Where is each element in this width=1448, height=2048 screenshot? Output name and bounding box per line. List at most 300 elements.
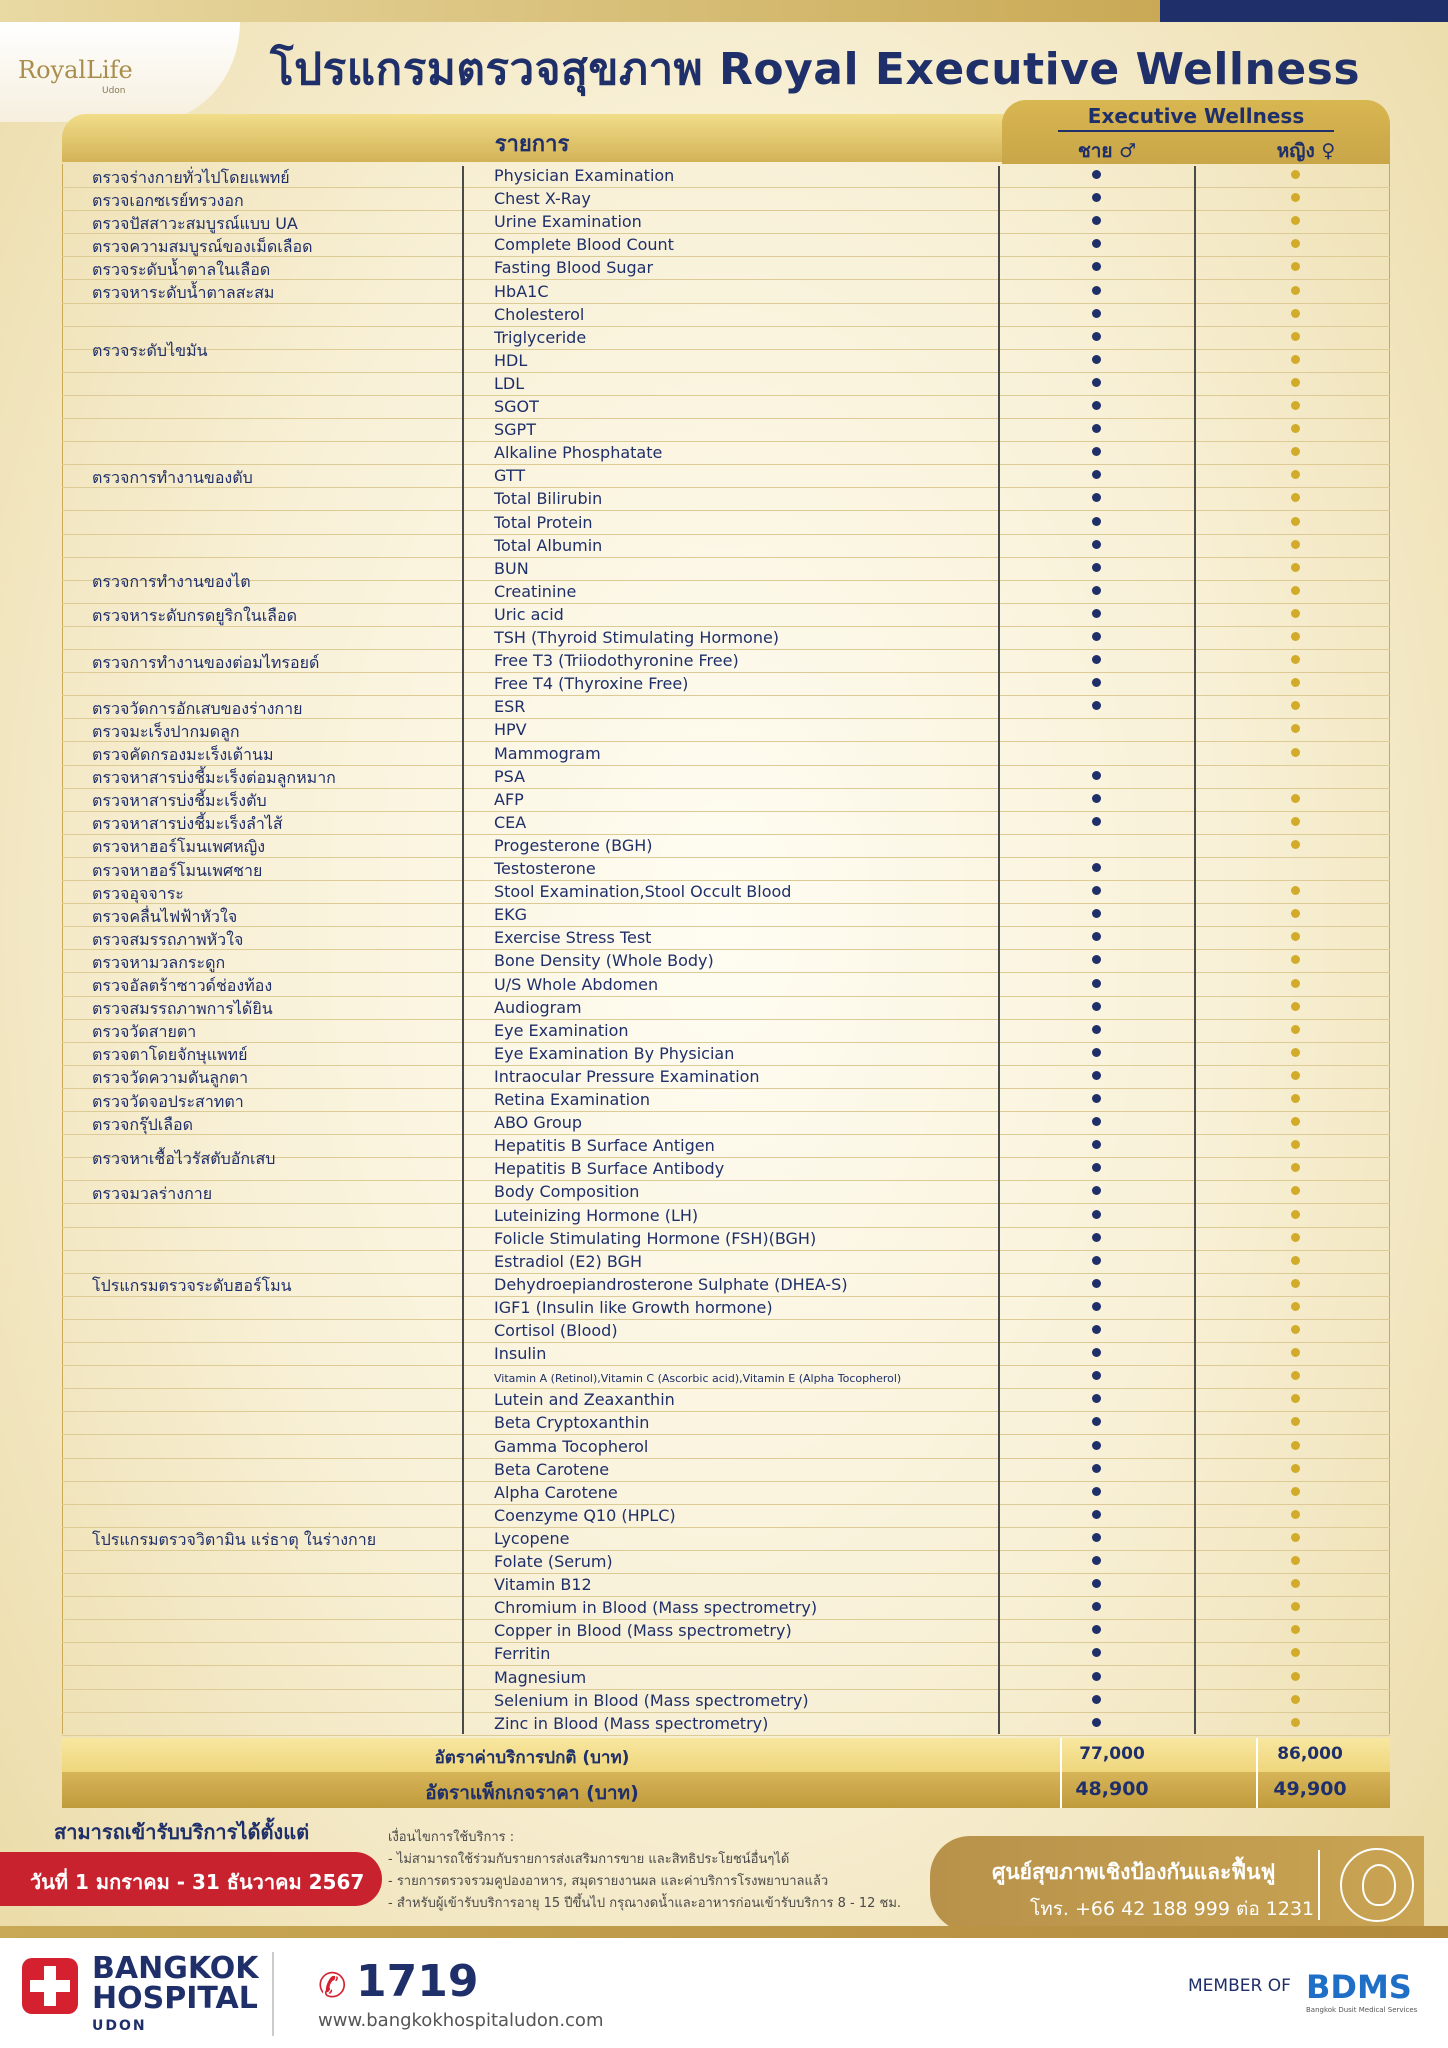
table-row	[62, 1642, 1390, 1666]
male-included-dot	[1092, 470, 1101, 479]
thai-category: ตรวจระดับไขมัน	[92, 340, 208, 360]
phone-icon: ✆	[318, 1966, 347, 2006]
female-included-dot	[1291, 401, 1300, 410]
male-included-dot	[1092, 1140, 1101, 1149]
test-name: Insulin	[494, 1344, 547, 1364]
header-divider	[1058, 130, 1334, 132]
table-row	[62, 1573, 1390, 1597]
male-included-dot	[1092, 401, 1101, 410]
thai-category: ตรวจหาฮอร์โมนเพศหญิง	[92, 837, 266, 857]
test-name: SGOT	[494, 397, 539, 416]
thai-category: ตรวจหาเชื้อไวรัสตับอักเสบ	[92, 1149, 276, 1169]
hotline-number[interactable]: 1719	[356, 1956, 479, 2007]
female-included-dot	[1291, 1510, 1300, 1519]
male-included-dot	[1092, 1533, 1101, 1542]
logo-name: RoyalLife	[18, 56, 133, 84]
thai-category: โปรแกรมตรวจระดับฮอร์โมน	[92, 1276, 292, 1296]
test-name: Selenium in Blood (Mass spectrometry)	[494, 1690, 809, 1710]
male-included-dot	[1092, 932, 1101, 941]
bdms-logo: BDMS	[1306, 1968, 1412, 2006]
female-included-dot	[1291, 1233, 1300, 1242]
thai-category: ตรวจวัดการอักเสบของร่างกาย	[92, 698, 303, 718]
column-divider-male	[998, 166, 1000, 1734]
female-included-dot	[1291, 1695, 1300, 1704]
table-row	[62, 926, 1390, 950]
male-included-dot	[1092, 655, 1101, 664]
test-name: HPV	[494, 720, 527, 740]
male-included-dot	[1092, 216, 1101, 225]
male-included-dot	[1092, 286, 1101, 295]
test-name: Cholesterol	[494, 304, 585, 324]
website-link[interactable]: www.bangkokhospitaludon.com	[318, 2010, 604, 2031]
female-included-dot	[1291, 424, 1300, 433]
thai-category: ตรวจการทำงานของไต	[92, 571, 251, 591]
male-included-dot	[1092, 563, 1101, 572]
top-gold-bar	[0, 0, 1160, 22]
thai-category: ตรวจวัดจอประสาทตา	[92, 1091, 244, 1111]
female-included-dot	[1291, 1487, 1300, 1496]
female-included-dot	[1291, 1210, 1300, 1219]
table-row	[62, 326, 1390, 350]
male-included-dot	[1092, 378, 1101, 387]
table-row	[62, 1666, 1390, 1690]
thai-category: ตรวจหาสารบ่งชี้มะเร็งต่อมลูกหมาก	[92, 768, 336, 788]
test-name: Chromium in Blood (Mass spectrometry)	[494, 1598, 818, 1618]
package-price-male: 48,900	[1075, 1778, 1149, 1800]
test-name: ESR	[494, 697, 526, 717]
female-included-dot	[1291, 1302, 1300, 1311]
table-row	[62, 464, 1390, 488]
package-price-label: อัตราแพ็กเกจราคา (บาท)	[425, 1782, 639, 1804]
normal-price-male: 77,000	[1079, 1744, 1145, 1764]
table-row	[62, 1596, 1390, 1620]
male-included-dot	[1092, 609, 1101, 618]
female-included-dot	[1291, 1441, 1300, 1450]
table-row	[62, 1319, 1390, 1343]
table-row	[62, 372, 1390, 396]
normal-price-label: อัตราค่าบริการปกติ (บาท)	[434, 1748, 630, 1768]
female-included-dot	[1291, 1186, 1300, 1195]
thai-category: ตรวจระดับน้ำตาลในเลือด	[92, 259, 271, 279]
male-included-dot	[1092, 1371, 1101, 1380]
female-included-dot	[1291, 586, 1300, 595]
test-name: Body Composition	[494, 1182, 640, 1202]
top-navy-bar	[1160, 0, 1448, 22]
female-included-dot	[1291, 378, 1300, 387]
male-included-dot	[1092, 1417, 1101, 1426]
test-name: Exercise Stress Test	[494, 928, 652, 948]
footer	[0, 1938, 1448, 2048]
center-name: ศูนย์สุขภาพเชิงป้องกันและฟื้นฟู	[992, 1860, 1276, 1884]
hospital-branch: UDON	[92, 2018, 147, 2034]
female-included-dot	[1291, 1163, 1300, 1172]
female-included-dot	[1291, 1048, 1300, 1057]
female-included-dot	[1291, 609, 1300, 618]
table-row	[62, 1435, 1390, 1459]
male-included-dot	[1092, 1094, 1101, 1103]
table-row	[62, 1180, 1390, 1204]
male-included-dot	[1092, 170, 1101, 179]
thai-category: ตรวจคัดกรองมะเร็งเต้านม	[92, 745, 274, 765]
female-included-dot	[1291, 447, 1300, 456]
female-included-dot	[1291, 1672, 1300, 1681]
test-name: Luteinizing Hormone (LH)	[494, 1205, 699, 1225]
test-name: Vitamin B12	[494, 1575, 592, 1595]
condition-item: - รายการตรวจรวมคูปองอาหาร, สมุดรายงานผล และค่าบริการโรงพยาบาลแล้ว	[388, 1874, 829, 1889]
test-name: Stool Examination,Stool Occult Blood	[494, 882, 792, 902]
female-included-dot	[1291, 678, 1300, 687]
column-divider-th	[462, 166, 464, 1734]
test-name: BUN	[494, 558, 529, 578]
male-included-dot	[1092, 1625, 1101, 1634]
female-included-dot	[1291, 1579, 1300, 1588]
male-included-dot	[1092, 1556, 1101, 1565]
male-included-dot	[1092, 863, 1101, 872]
male-included-dot	[1092, 1394, 1101, 1403]
normal-price-row	[62, 1738, 1390, 1772]
normal-price-female: 86,000	[1277, 1744, 1343, 1764]
table-row	[62, 1111, 1390, 1135]
test-name: Zinc in Blood (Mass spectrometry)	[494, 1713, 769, 1733]
table-row	[62, 718, 1390, 742]
bdms-subtitle: Bangkok Dusit Medical Services	[1306, 2006, 1418, 2014]
male-included-dot	[1092, 771, 1101, 780]
test-name: Hepatitis B Surface Antigen	[494, 1136, 715, 1156]
male-included-dot	[1092, 1210, 1101, 1219]
female-included-dot	[1291, 332, 1300, 341]
male-included-dot	[1092, 1117, 1101, 1126]
package-price-female: 49,900	[1273, 1778, 1347, 1800]
male-included-dot	[1092, 1025, 1101, 1034]
test-name: Total Protein	[494, 512, 593, 532]
thai-category: ตรวจหาฮอร์โมนเพศชาย	[92, 860, 263, 880]
test-name: Triglyceride	[494, 327, 587, 347]
condition-item: - ไม่สามารถใช้ร่วมกับรายการส่งเสริมการขาย และสิทธิประโยชน์อื่นๆได้	[388, 1852, 790, 1867]
male-included-dot	[1092, 678, 1101, 687]
test-name: Coenzyme Q10 (HPLC)	[494, 1505, 676, 1525]
male-included-dot	[1092, 886, 1101, 895]
female-included-dot	[1291, 563, 1300, 572]
test-name: EKG	[494, 905, 527, 925]
test-name: Total Bilirubin	[494, 489, 603, 509]
thai-category: ตรวจสมรรถภาพการได้ยิน	[92, 999, 273, 1019]
test-name: Testosterone	[494, 859, 596, 878]
female-included-dot	[1291, 1371, 1300, 1380]
test-name: Mammogram	[494, 743, 601, 763]
female-included-dot	[1291, 1533, 1300, 1542]
hospital-name-line2: HOSPITAL	[92, 1981, 258, 2016]
female-included-dot	[1291, 1718, 1300, 1727]
male-included-dot	[1092, 1256, 1101, 1265]
test-name: Eye Examination By Physician	[494, 1043, 735, 1063]
female-included-dot	[1291, 286, 1300, 295]
table-row	[62, 1019, 1390, 1043]
female-included-dot	[1291, 1648, 1300, 1657]
female-included-dot	[1291, 239, 1300, 248]
female-included-dot	[1291, 655, 1300, 664]
female-included-dot	[1291, 817, 1300, 826]
test-name: Estradiol (E2) BGH	[494, 1251, 643, 1271]
table-row	[62, 1088, 1390, 1112]
male-included-dot	[1092, 332, 1101, 341]
male-included-dot	[1092, 1487, 1101, 1496]
female-included-dot	[1291, 1325, 1300, 1334]
test-name: Bone Density (Whole Body)	[494, 951, 714, 971]
male-included-dot	[1092, 1048, 1101, 1057]
female-included-dot	[1291, 1625, 1300, 1634]
female-included-dot	[1291, 909, 1300, 918]
footer-gold-strip	[0, 1926, 1448, 1938]
table-row	[62, 880, 1390, 904]
male-included-dot	[1092, 817, 1101, 826]
test-name: Intraocular Pressure Examination	[494, 1066, 760, 1086]
female-included-dot	[1291, 1417, 1300, 1426]
table-row	[62, 626, 1390, 650]
table-row	[62, 1296, 1390, 1320]
thai-category: ตรวจปัสสาวะสมบูรณ์แบบ UA	[92, 213, 298, 233]
test-name: Vitamin A (Retinol),Vitamin C (Ascorbic acid),Vitamin E (Alpha Tocopherol)	[494, 1372, 902, 1386]
female-included-dot	[1291, 1140, 1300, 1149]
test-name: Retina Examination	[494, 1090, 650, 1109]
table-row	[62, 903, 1390, 927]
test-name: HDL	[494, 350, 528, 370]
male-included-dot	[1092, 701, 1101, 710]
male-included-dot	[1092, 1325, 1101, 1334]
female-included-dot	[1291, 540, 1300, 549]
female-included-dot	[1291, 262, 1300, 271]
conditions-title: เงื่อนไขการใช้บริการ :	[388, 1830, 515, 1845]
package-price-row	[62, 1772, 1390, 1808]
table-row	[62, 1342, 1390, 1366]
footer-divider	[272, 1952, 274, 2036]
test-name: ABO Group	[494, 1113, 583, 1133]
male-included-dot	[1092, 955, 1101, 964]
thai-category: ตรวจมะเร็งปากมดลูก	[92, 721, 240, 741]
test-name: Dehydroepiandrosterone Sulphate (DHEA-S)	[494, 1274, 848, 1294]
female-included-dot	[1291, 1117, 1300, 1126]
female-included-dot	[1291, 794, 1300, 803]
test-name: Hepatitis B Surface Antibody	[494, 1159, 725, 1179]
table-row	[62, 1411, 1390, 1435]
thai-category: ตรวจหาสารบ่งชี้มะเร็งตับ	[92, 791, 267, 811]
test-name: HbA1C	[494, 281, 549, 301]
female-included-dot	[1291, 1556, 1300, 1565]
female-included-dot	[1291, 216, 1300, 225]
test-name: Physician Examination	[494, 166, 675, 185]
table-row	[62, 1250, 1390, 1274]
female-included-dot	[1291, 1464, 1300, 1473]
table-row	[62, 303, 1390, 327]
female-included-dot	[1291, 1602, 1300, 1611]
bangkok-hospital-cross-icon	[22, 1958, 78, 2014]
test-name: TSH (Thyroid Stimulating Hormone)	[494, 628, 780, 647]
male-included-dot	[1092, 355, 1101, 364]
female-included-dot	[1291, 1094, 1300, 1103]
test-name: Chest X-Ray	[494, 189, 591, 209]
test-name: Gamma Tocopherol	[494, 1436, 649, 1456]
test-name: Lutein and Zeaxanthin	[494, 1390, 675, 1410]
test-name: GTT	[494, 466, 526, 486]
female-included-dot	[1291, 724, 1300, 733]
table-row	[62, 511, 1390, 535]
male-included-dot	[1092, 1163, 1101, 1172]
female-included-dot	[1291, 470, 1300, 479]
male-included-dot	[1092, 1718, 1101, 1727]
test-name: Beta Cryptoxanthin	[494, 1413, 650, 1433]
thai-category: ตรวจหาสารบ่งชี้มะเร็งลำไส้	[92, 814, 283, 834]
male-included-dot	[1092, 1302, 1101, 1311]
male-included-dot	[1092, 424, 1101, 433]
column-divider-female	[1194, 166, 1196, 1734]
male-included-dot	[1092, 1441, 1101, 1450]
female-included-dot	[1291, 840, 1300, 849]
thai-category: ตรวจหาระดับน้ำตาลสะสม	[92, 283, 275, 303]
male-included-dot	[1092, 309, 1101, 318]
male-included-dot	[1092, 794, 1101, 803]
male-included-dot	[1092, 1233, 1101, 1242]
availability-label: สามารถเข้ารับบริการได้ตั้งแต่	[54, 1820, 310, 1844]
male-included-dot	[1092, 517, 1101, 526]
thai-category: ตรวจการทำงานของตับ	[92, 467, 253, 487]
male-included-dot	[1092, 586, 1101, 595]
female-included-dot	[1291, 886, 1300, 895]
table-row	[62, 1227, 1390, 1251]
thai-category: โปรแกรมตรวจวิตามิน แร่ธาตุ ในร่างกาย	[92, 1530, 377, 1550]
male-included-dot	[1092, 1348, 1101, 1357]
member-of-label: MEMBER OF	[1188, 1976, 1291, 1996]
female-included-dot	[1291, 955, 1300, 964]
table-row	[62, 1204, 1390, 1228]
thai-category: ตรวจอัลตร้าซาวด์ช่องท้อง	[92, 976, 273, 996]
test-name: LDL	[494, 373, 525, 393]
table-row	[62, 1388, 1390, 1412]
test-name: Lycopene	[494, 1528, 570, 1548]
test-name: Urine Examination	[494, 212, 642, 232]
center-phone[interactable]: โทร. +66 42 188 999 ต่อ 1231	[1030, 1898, 1315, 1920]
table-row	[62, 949, 1390, 973]
test-name: Free T3 (Triiodothyronine Free)	[494, 651, 739, 671]
female-included-dot	[1291, 309, 1300, 318]
test-name: CEA	[494, 812, 527, 832]
table-row	[62, 1504, 1390, 1528]
table-row	[62, 418, 1390, 442]
test-name: IGF1 (Insulin like Growth hormone)	[494, 1297, 773, 1317]
test-name: Cortisol (Blood)	[494, 1321, 618, 1340]
male-included-dot	[1092, 1510, 1101, 1519]
package-name: Executive Wellness	[1087, 104, 1305, 128]
female-included-dot	[1291, 355, 1300, 364]
female-included-dot	[1291, 932, 1300, 941]
test-name: Audiogram	[494, 997, 582, 1017]
thai-category: ตรวจวัดความดันลูกตา	[92, 1068, 249, 1088]
items-column-header: รายการ	[494, 132, 570, 157]
hospital-name-line1: BANGKOK	[92, 1951, 259, 1986]
female-included-dot	[1291, 1071, 1300, 1080]
table-row	[62, 395, 1390, 419]
male-included-dot	[1092, 1186, 1101, 1195]
thai-category: ตรวจการทำงานของต่อมไทรอยด์	[92, 652, 320, 672]
female-included-dot	[1291, 193, 1300, 202]
test-name: Free T4 (Thyroxine Free)	[494, 674, 689, 694]
condition-item: - สำหรับผู้เข้ารับบริการอายุ 15 ปีขึ้นไป กรุณางดน้ำและอาหารก่อนเข้ารับบริการ 8 - 12 ชม.	[388, 1896, 902, 1911]
test-name: Folicle Stimulating Hormone (FSH)(BGH)	[494, 1228, 817, 1248]
test-name: Progesterone (BGH)	[494, 835, 653, 855]
male-included-dot	[1092, 1648, 1101, 1657]
test-name: AFP	[494, 789, 524, 809]
female-included-dot	[1291, 1394, 1300, 1403]
thai-category: ตรวจความสมบูรณ์ของเม็ดเลือด	[92, 236, 313, 256]
test-name: Creatinine	[494, 581, 577, 601]
table-row	[62, 534, 1390, 558]
male-included-dot	[1092, 447, 1101, 456]
date-range: วันที่ 1 มกราคม - 31 ธันวาคม 2567	[30, 1870, 365, 1894]
male-included-dot	[1092, 1672, 1101, 1681]
table-row	[62, 187, 1390, 211]
male-included-dot	[1092, 1071, 1101, 1080]
table-row	[62, 1481, 1390, 1505]
female-included-dot	[1291, 748, 1300, 757]
male-included-dot	[1092, 493, 1101, 502]
female-included-dot	[1291, 1348, 1300, 1357]
thai-category: ตรวจอุจจาระ	[92, 883, 184, 903]
date-badge	[0, 1852, 382, 1906]
table-row	[62, 1550, 1390, 1574]
table-row	[62, 487, 1390, 511]
male-included-dot	[1092, 1002, 1101, 1011]
male-included-dot	[1092, 262, 1101, 271]
female-included-dot	[1291, 632, 1300, 641]
female-included-dot	[1291, 979, 1300, 988]
thai-category: ตรวจเอกซเรย์ทรวงอก	[92, 190, 244, 210]
test-name: Ferritin	[494, 1644, 551, 1664]
test-name: Copper in Blood (Mass spectrometry)	[494, 1621, 792, 1641]
male-included-dot	[1092, 1279, 1101, 1288]
male-included-dot	[1092, 1579, 1101, 1588]
test-name: Total Albumin	[494, 535, 603, 555]
test-name: U/S Whole Abdomen	[494, 974, 659, 994]
male-column-header: ชาย ♂	[1077, 140, 1137, 162]
table-row	[62, 1458, 1390, 1482]
thai-category: ตรวจคลื่นไฟฟ้าหัวใจ	[92, 906, 238, 926]
test-name: Fasting Blood Sugar	[494, 258, 654, 278]
thai-category: ตรวจมวลร่างกาย	[92, 1183, 213, 1203]
female-column-header: หญิง ♀	[1276, 140, 1336, 162]
page-title: โปรแกรมตรวจสุขภาพ Royal Executive Wellness	[270, 44, 1361, 95]
female-included-dot	[1291, 170, 1300, 179]
table-row	[62, 1689, 1390, 1713]
thai-category: ตรวจกรุ๊ปเลือด	[92, 1114, 194, 1134]
thai-category: ตรวจร่างกายทั่วไปโดยแพทย์	[92, 167, 290, 187]
female-included-dot	[1291, 1256, 1300, 1265]
table-row	[62, 349, 1390, 373]
test-name: Alpha Carotene	[494, 1482, 618, 1502]
table-row	[62, 1619, 1390, 1643]
center-divider	[1318, 1850, 1320, 1920]
test-name: Eye Examination	[494, 1020, 629, 1040]
thai-category: ตรวจหาระดับกรดยูริกในเลือด	[92, 606, 297, 626]
table-row	[62, 1365, 1390, 1389]
male-included-dot	[1092, 239, 1101, 248]
male-included-dot	[1092, 632, 1101, 641]
female-included-dot	[1291, 1002, 1300, 1011]
male-included-dot	[1092, 979, 1101, 988]
table-row	[62, 1065, 1390, 1089]
table-row	[62, 1712, 1390, 1736]
female-included-dot	[1291, 1279, 1300, 1288]
test-name: Alkaline Phosphatate	[494, 443, 663, 463]
thai-category: ตรวจหามวลกระดูก	[92, 952, 226, 972]
male-included-dot	[1092, 909, 1101, 918]
